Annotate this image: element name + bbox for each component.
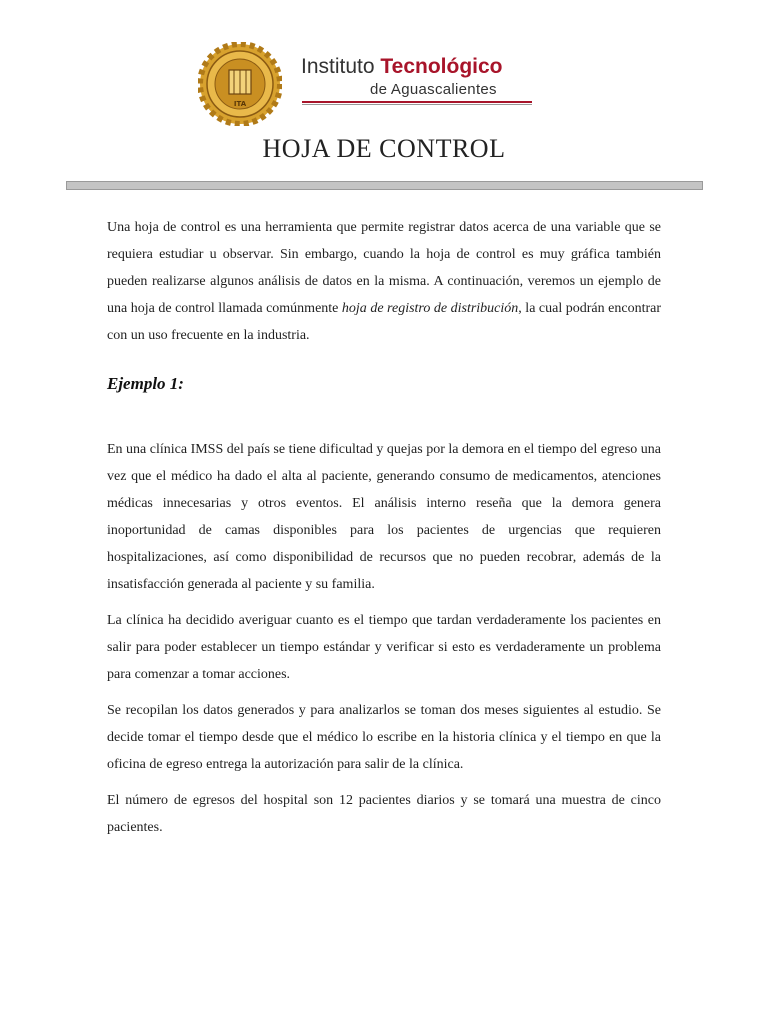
- header-gray-rule: [302, 104, 532, 105]
- institute-name: [301, 55, 503, 79]
- body-paragraph-2: La clínica ha decidido averiguar cuanto es el tiempo que tardan verdaderamente los pacientes en salir para poder establecer un tiempo estándar y verificar si esto es verdaderamente un problema para comenzar a tomar acciones.: [107, 613, 661, 682]
- example-heading: Ejemplo 1:: [107, 374, 184, 393]
- intro-text-start: Una hoja de control es una herramienta que permite registrar datos acerca de una variable que se requiera estudiar u observar. Sin embargo, cuando la hoja de control es muy gráfica también pueden realizarse algunos análisis de datos en la misma. A continuación, veremos un ejemplo de una hoja de control llamada comúnmente: [107, 220, 661, 316]
- title-divider-bar: [66, 181, 703, 190]
- spacer: [107, 396, 661, 436]
- institution-header: [198, 40, 558, 120]
- institute-location: de Aguascalientes: [370, 81, 497, 98]
- institute-accent-word: Tecnológico: [380, 55, 503, 78]
- intro-text-end: , la cual podrán encontrar con un uso frecuente en la industria.: [107, 301, 662, 343]
- document-body: [107, 214, 661, 850]
- institution-seal-logo: [198, 42, 282, 126]
- body-paragraph-1: En una clínica IMSS del país se tiene dificultad y quejas por la demora en el tiempo del egreso una vez que el médico ha dado el alta al paciente, generando consumo de medicamentos, atenciones médicas innecesarias y otros eventos. El análisis interno reseña que la demora genera inoportunidad de camas disponibles para los pacientes de urgencias que requieren hospitalizaciones, así como disponibilidad de recursos que no pueden recobrar, además de la insatisfacción generada al paciente y su familia.: [107, 442, 661, 592]
- document-title: HOJA DE CONTROL: [262, 134, 506, 163]
- intro-italic-term: hoja de registro de distribución: [341, 301, 519, 316]
- seal-lettering: ITA: [233, 100, 247, 108]
- intro-paragraph: [107, 214, 661, 349]
- spacer: [107, 358, 661, 372]
- body-paragraph-4: El número de egresos del hospital son 12 pacientes diarios y se tomará una muestra de cinco pacientes.: [107, 793, 661, 835]
- institute-word: Instituto: [301, 55, 375, 78]
- header-red-rule: [302, 101, 532, 103]
- body-paragraph-3: Se recopilan los datos generados y para analizarlos se toman dos meses siguientes al estudio. Se decide tomar el tiempo desde que el médico lo escribe en la historia clínica y el tiempo en que la oficina de egreso entrega la autorización para salir de la clínica.: [107, 703, 661, 772]
